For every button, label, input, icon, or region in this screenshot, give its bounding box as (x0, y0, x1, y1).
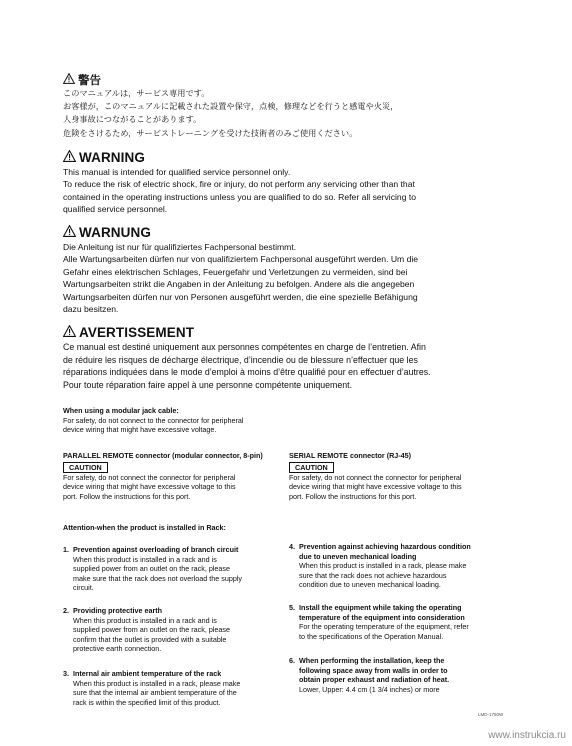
text-line: When this product is installed in a rack and is (73, 615, 217, 625)
french-warning-section (63, 324, 513, 391)
text-line: port. Follow the instructions for this port. (289, 491, 417, 501)
english-warning-body (63, 166, 513, 216)
item-number: 2. (63, 606, 69, 615)
text-line: Alle Wartungsarbeiten dürfen nur von qualifiziertem Fachpersonal ausgeführt werden. Um die (63, 254, 419, 265)
text-line: Ce manual est destiné uniquement aux personnes compétentes en charge de l’entretien. Afin (63, 342, 426, 352)
text-line: For safety, do not connect the connector for peripheral (63, 472, 236, 482)
text-line: supplied power from an outlet on the rack, please (73, 564, 231, 574)
item-title-cont: obtain proper exhaust and radiation of heat. (299, 675, 450, 685)
rack-item-5 (289, 603, 519, 641)
warning-triangle-icon (63, 325, 76, 340)
parallel-remote-title: PARALLEL REMOTE connector (modular connector, 8-pin) (63, 451, 263, 460)
text-line: Lower, Upper: 4.4 cm (1 3/4 inches) or more (299, 684, 440, 694)
rack-item-4 (289, 542, 519, 590)
text-line: お客様が，このマニュアルに記載された設置や保守，点検，修理などを行うと感電や火災， (63, 102, 399, 112)
warning-triangle-icon (63, 225, 76, 240)
item-title: Install the equipment while taking the operating (299, 603, 462, 612)
text-line: condition due to uneven mechanical loading. (299, 580, 441, 590)
parallel-remote-note (63, 451, 288, 501)
rack-item-1 (63, 545, 288, 593)
text-line: device wiring that might have excessive voltage to this (63, 482, 236, 492)
item-title-cont: temperature of the equipment into consideration (299, 612, 465, 622)
item-title: Providing protective earth (73, 606, 163, 615)
text-line: confirm that the outlet is provided with a suitable (73, 634, 227, 644)
serial-remote-title: SERIAL REMOTE connector (RJ-45) (289, 451, 412, 460)
text-line: protective earth connection. (73, 644, 162, 654)
item-number: 5. (289, 603, 295, 612)
text-line: contained in the operating instructions unless you are qualified to do so. Refer all servicing to (63, 191, 417, 202)
model-reference: LMD-1750W (478, 712, 504, 717)
text-line: qualified service personnel. (63, 204, 168, 215)
item-number: 6. (289, 656, 295, 665)
text-line: dazu besitzen. (63, 304, 119, 315)
text-line: When this product is installed in a rack, please make (73, 678, 241, 688)
item-number: 3. (63, 669, 69, 678)
text-line: sure that the rack does not achieve hazardous (299, 570, 447, 580)
item-title: When performing the installation, keep the (299, 656, 445, 665)
text-line: device wiring that might have excessive voltage to this (289, 482, 462, 492)
text-line: For the operating temperature of the equipment, refer (299, 622, 469, 632)
rack-item-3 (63, 669, 288, 707)
english-warning-heading: WARNING (63, 149, 513, 166)
text-line: Die Anleitung ist nur für qualifiziertes Fachpersonal bestimmt. (63, 242, 297, 252)
caution-label: CAUTION (63, 462, 108, 473)
text-line: 危険をさけるため，サービストレーニングを受けた技術者のみご使用ください。 (63, 128, 358, 138)
german-warning-body (63, 241, 513, 315)
text-line: sure that the internal air ambient temperature of the (73, 688, 237, 698)
rack-item-6 (289, 656, 519, 694)
french-warning-body (63, 341, 513, 391)
item-title-cont: following space away from walls in order to (299, 665, 448, 675)
text-line: Pour toute réparation faire appel à une personne compétente uniquement. (63, 379, 353, 390)
text-line: このマニュアルは，サービス専用です。 (63, 89, 210, 98)
text-line: 人身事故につながることがあります。 (63, 115, 202, 125)
text-line: port. Follow the instructions for this port. (63, 491, 191, 501)
text-line: circuit. (73, 583, 94, 593)
modular-jack-title: When using a modular jack cable: (63, 406, 179, 415)
rack-item-2 (63, 606, 288, 654)
text-line: When this product is installed in a rack, please make (299, 561, 467, 571)
text-line: Wartungsarbeiten dürfen nur von Personen ausgeführt werden, die eine spezielle Befähigung (63, 291, 418, 302)
english-warning-section (63, 149, 513, 216)
item-number: 4. (289, 542, 295, 551)
french-warning-heading: AVERTISSEMENT (63, 324, 513, 341)
text-line: rack is within the specified limit of this product. (73, 697, 221, 707)
watermark: www.instrukcia.ru (488, 730, 566, 741)
japanese-warning-body (63, 87, 513, 140)
caution-label: CAUTION (289, 462, 334, 473)
serial-remote-note (289, 451, 514, 501)
item-title: Prevention against achieving hazardous condition (299, 542, 471, 551)
text-line: To reduce the risk of electric shock, fire or injury, do not perform any servicing other than that (63, 179, 415, 190)
item-title: Prevention against overloading of branch circuit (73, 545, 239, 554)
text-line: Gefahr eines elektrischen Schlages, Feuergefahr und Verletzungen zu vermeiden, sind bei (63, 266, 408, 277)
text-line: This manual is intended for qualified service personnel only. (63, 167, 291, 177)
text-line: réparations indiquées dans le mode d’emploi à moins d’être qualifié pour en effectuer d’autres. (63, 367, 431, 378)
modular-jack-note (63, 406, 293, 435)
german-warning-heading: WARNUNG (63, 224, 513, 241)
text-line: For safety, do not connect the connector for peripheral (289, 472, 462, 482)
rack-heading: Attention-when the product is installed in Rack: (63, 523, 226, 532)
text-line: Wartungsarbeiten strikt die Angaben in der Anleitung zu befolgen. Andere als die angegeben (63, 279, 415, 290)
item-title-cont: due to uneven mechanical loading (299, 551, 417, 561)
text-line: de réduire les risques de décharge électrique, d’incendie ou de blessure n’effectuer que les (63, 354, 418, 365)
japanese-warning-section (63, 72, 513, 140)
item-number: 1. (63, 545, 69, 554)
text-line: device wiring that might have excessive voltage. (63, 425, 217, 435)
text-line: to the specifications of the Operation Manual. (299, 631, 444, 641)
german-warning-section (63, 224, 513, 315)
text-line: supplied power from an outlet on the rack, please (73, 625, 231, 635)
text-line: When this product is installed in a rack and is (73, 554, 217, 564)
text-line: For safety, do not connect to the connector for peripheral (63, 415, 244, 425)
item-title: Internal air ambient temperature of the rack (73, 669, 222, 678)
japanese-warning-heading: 警告 (63, 72, 513, 87)
warning-triangle-icon (63, 73, 75, 87)
text-line: make sure that the rack does not overload the supply (73, 573, 243, 583)
warning-triangle-icon (63, 150, 76, 165)
